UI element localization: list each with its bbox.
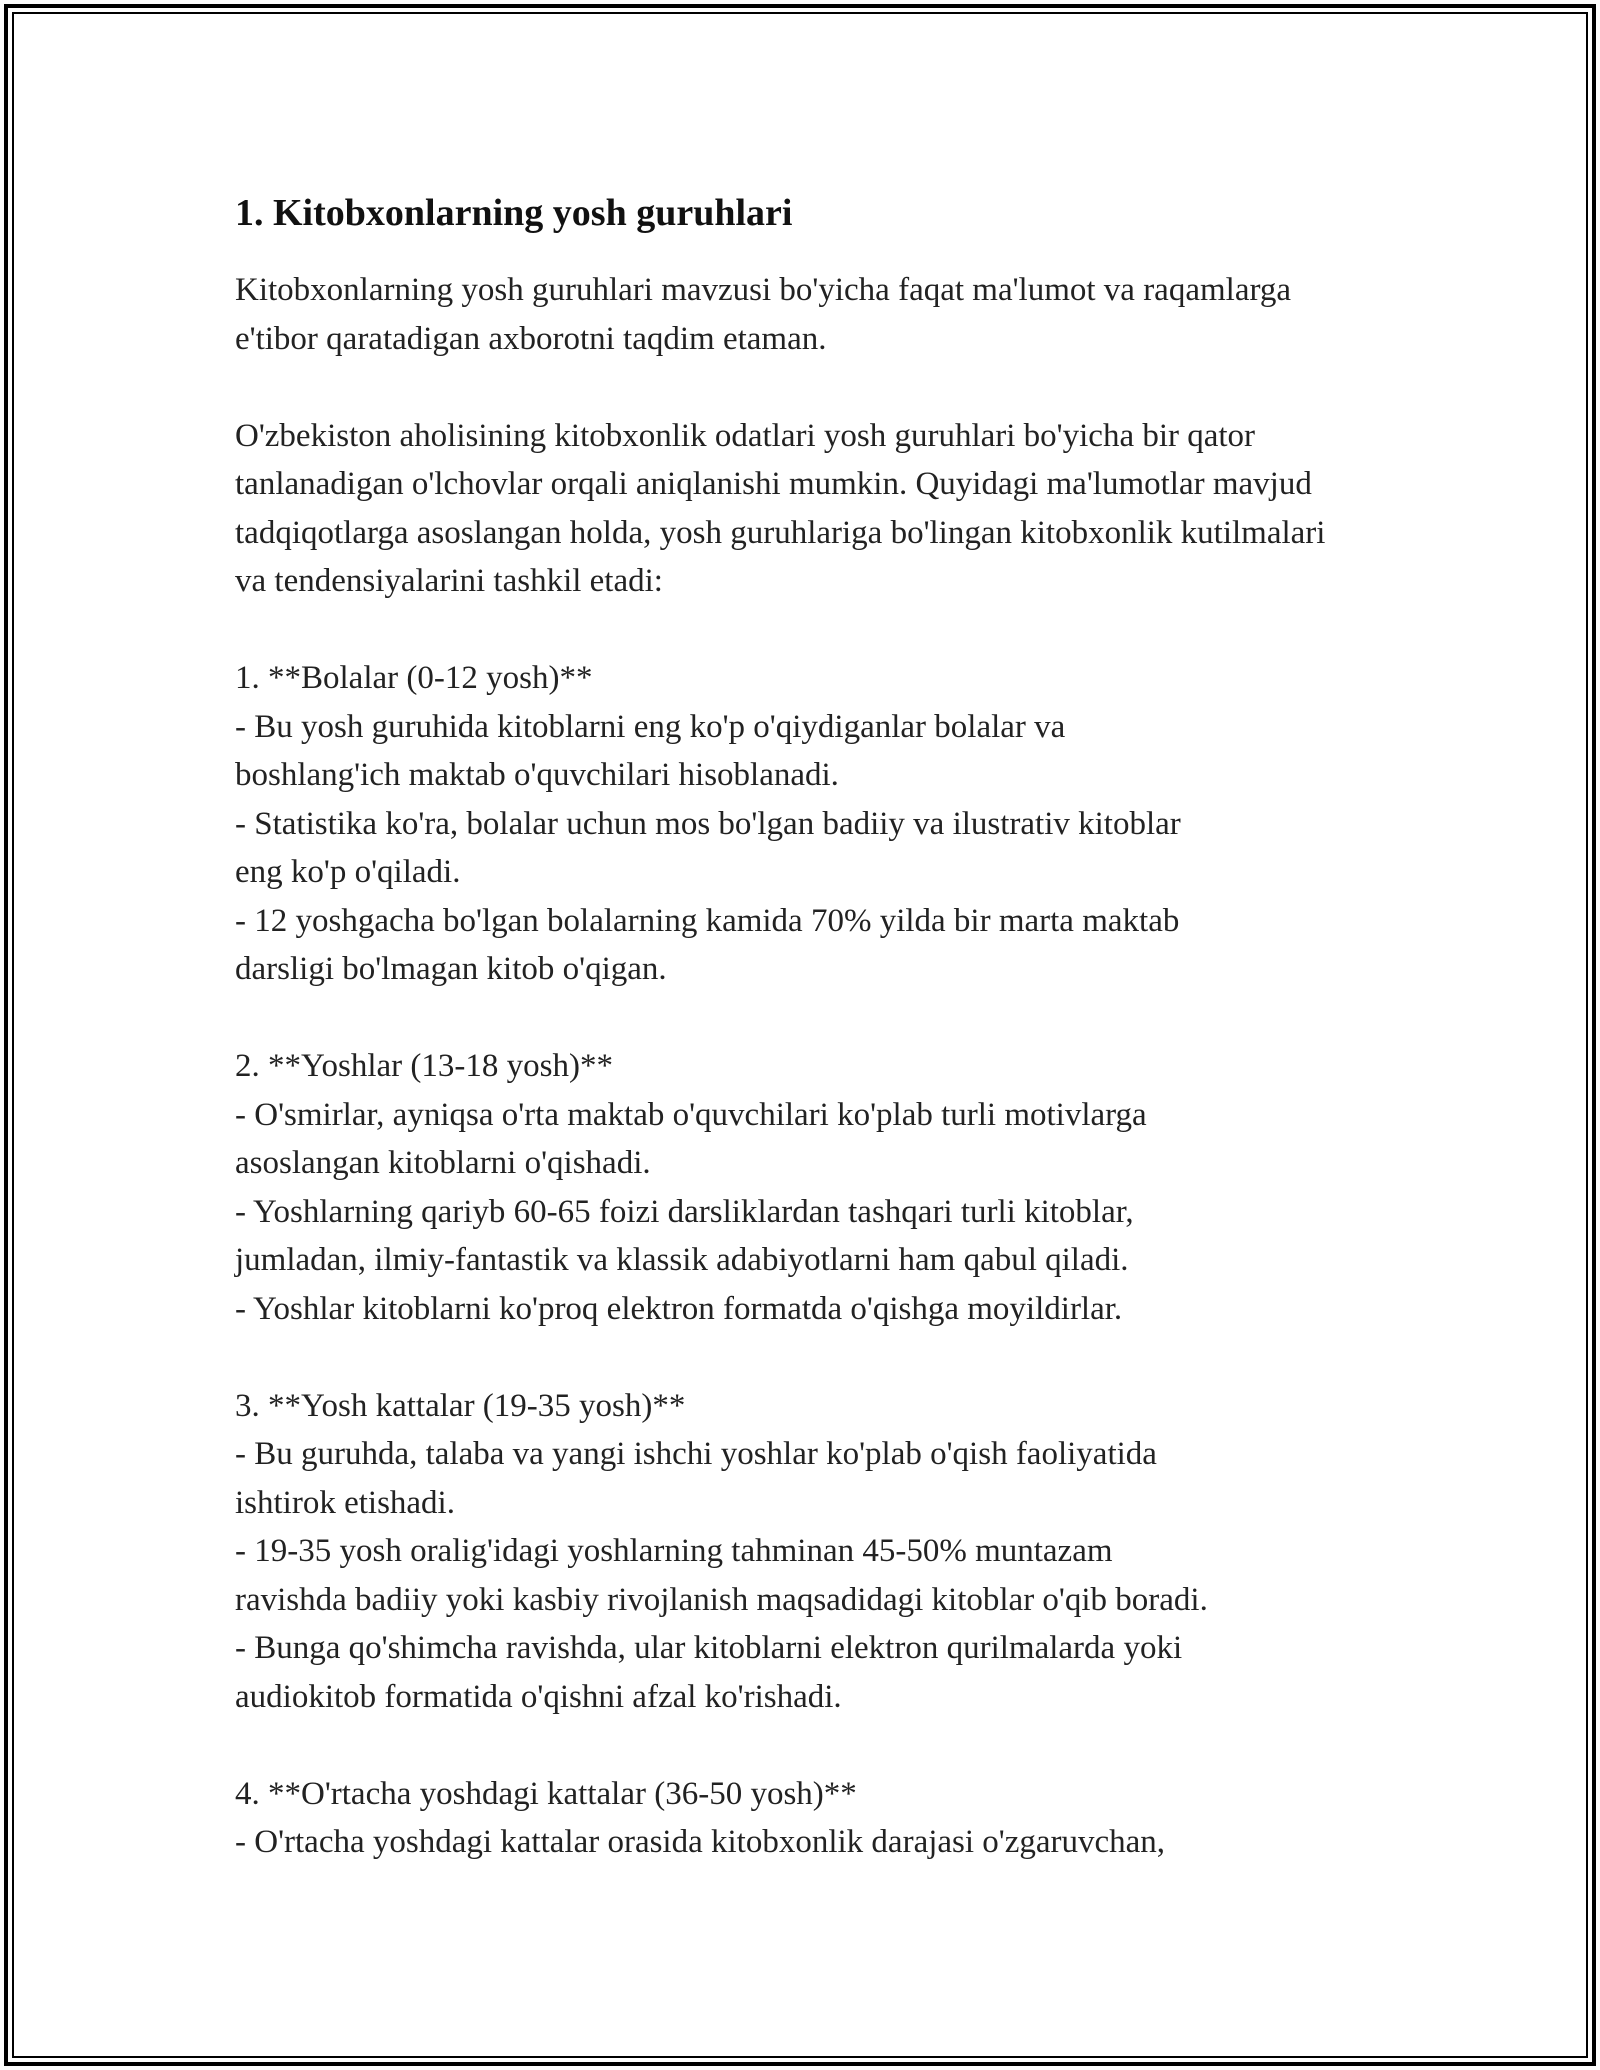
section-children: 1. **Bolalar (0-12 yosh)** - Bu yosh guruhida kitoblarni eng ko'p o'qiydiganlar bolalar va boshlang'ich maktab o'quvchilari hisoblanadi. - Statistika ko'ra, bolalar uchun mos bo'lgan badiiy va ilustrativ kitoblar eng ko'p o'qiladi. - 12 yoshgacha bo'lgan bolalarning kamida 70% yilda bir marta maktab darsligi bo'lmagan kitob o'qigan. — [235, 660, 1181, 987]
section-young-adults: 3. **Yosh kattalar (19-35 yosh)** - Bu guruhda, talaba va yangi ishchi yoshlar ko'plab o'qish faoliyatida ishtirok etishadi. - 19-35 yosh oralig'idagi yoshlarning tahminan 45-50% muntazam ravishda badiiy yoki kasbiy rivojlanish maqsadidagi kitoblar o'qib boradi. - Bunga qo'shimcha ravishda, ular kitoblarni elektron qurilmalarda yoki audiokitob formatida o'qishni afzal ko'rishadi. — [235, 1387, 1208, 1715]
document-body — [235, 185, 1355, 1915]
section-youth: 2. **Yoshlar (13-18 yosh)** - O'smirlar, ayniqsa o'rta maktab o'quvchilari ko'plab turli motivlarga asoslangan kitoblarni o'qishadi. - Yoshlarning qariyb 60-65 foizi darsliklardan tashqari turli kitoblar, jumladan, ilmiy-fantastik va klassik adabiyotlarni ham qabul qiladi. - Yoshlar kitoblarni ko'proq elektron formatda o'qishga moyildirlar. — [235, 1048, 1147, 1327]
intro-paragraph: Kitobxonlarning yosh guruhlari mavzusi bo'yicha faqat ma'lumot va raqamlarga e'tibor qaratadigan axborotni taqdim etaman. — [235, 272, 1291, 357]
overview-paragraph: O'zbekiston aholisining kitobxonlik odatlari yosh guruhlari bo'yicha bir qator tanlanadigan o'lchovlar orqali aniqlanishi mumkin. Quyidagi ma'lumotlar mavjud tadqiqotlarga asoslangan holda, yosh guruhlariga bo'lingan kitobxonlik kutilmalari va tendensiyalarini tashkil etadi: — [235, 417, 1326, 599]
document-title: 1. Kitobxonlarning yosh guruhlari — [235, 192, 793, 234]
section-middle-aged: 4. **O'rtacha yoshdagi kattalar (36-50 yosh)** - O'rtacha yoshdagi kattalar orasida kitobxonlik darajasi o'zgaruvchan, — [235, 1775, 1166, 1860]
